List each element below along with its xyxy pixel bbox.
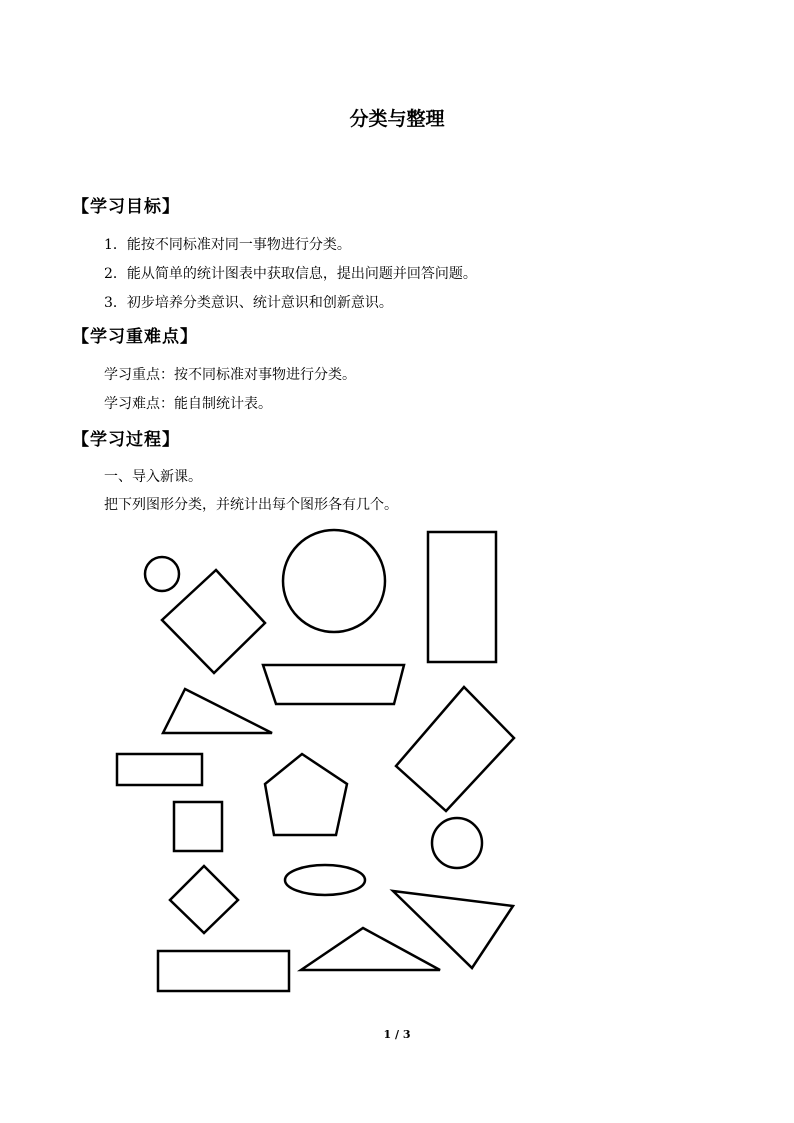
small-circle-top xyxy=(145,557,179,591)
page-title: 分类与整理 xyxy=(349,108,445,130)
section-heading-goals: 【学习目标】 xyxy=(72,197,180,217)
keypoint-item-1: 学习重点：按不同标准对事物进行分类。 xyxy=(104,367,356,383)
small-square xyxy=(174,802,222,851)
ellipse xyxy=(285,865,365,895)
goal-item-3: 3．初步培养分类意识、统计意识和创新意识。 xyxy=(104,295,393,311)
section-heading-keypoints: 【学习重难点】 xyxy=(72,327,198,347)
tall-rectangle xyxy=(428,532,496,662)
pentagon xyxy=(265,754,347,835)
goal-item-1: 1．能按不同标准对同一事物进行分类。 xyxy=(104,237,351,253)
triangle-right xyxy=(393,891,513,968)
triangle-bottom xyxy=(301,928,440,970)
small-rectangle-left xyxy=(117,754,202,785)
wide-rectangle-bottom xyxy=(158,951,289,991)
tilted-square-top xyxy=(162,570,265,673)
trapezoid xyxy=(263,665,404,704)
page-number: 1 / 3 xyxy=(383,1028,411,1041)
process-item-1: 一、导入新课。 xyxy=(104,469,202,485)
triangle-left xyxy=(163,689,272,733)
goal-item-2: 2．能从简单的统计图表中获取信息，提出问题并回答问题。 xyxy=(104,266,477,282)
section-heading-process: 【学习过程】 xyxy=(72,430,180,450)
small-diamond xyxy=(170,866,238,933)
process-item-2: 把下列图形分类，并统计出每个图形各有几个。 xyxy=(104,497,398,513)
keypoint-item-2: 学习难点：能自制统计表。 xyxy=(104,396,272,412)
tilted-rectangle-right xyxy=(396,687,514,811)
circle-right xyxy=(432,818,482,868)
large-circle xyxy=(283,530,385,632)
